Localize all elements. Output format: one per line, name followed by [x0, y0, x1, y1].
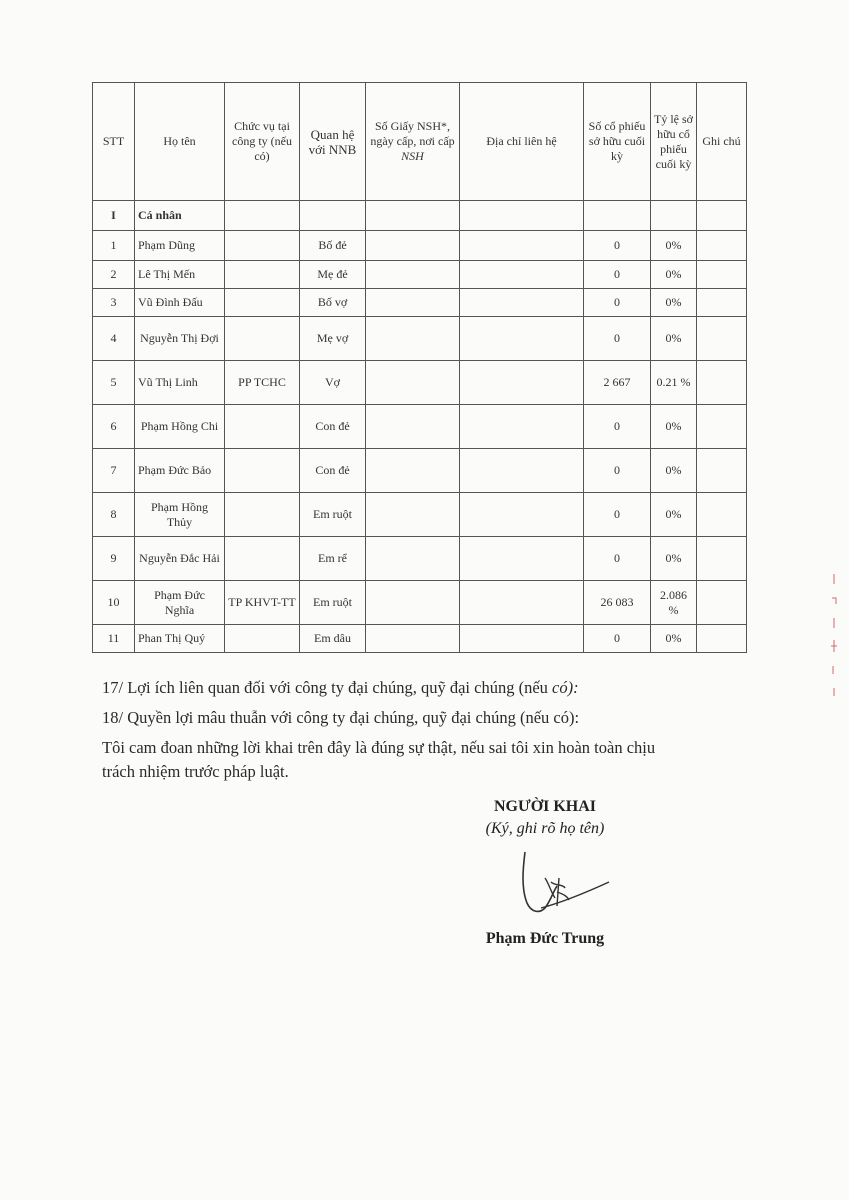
cell-relation: Con đẻ [300, 449, 366, 493]
cell-stt: 3 [93, 289, 135, 317]
table-row [93, 581, 747, 625]
cell-relation: Bố đẻ [300, 231, 366, 261]
cell-id [366, 537, 460, 581]
cell-stt: 5 [93, 361, 135, 405]
cell-note [697, 625, 747, 653]
margin-stamp-marks [828, 570, 840, 710]
cell-relation: Mẹ vợ [300, 317, 366, 361]
item-17-italic: có): [552, 678, 579, 697]
cell-shares: 0 [584, 261, 651, 289]
col-header-relation: Quan hệ với NNB [300, 83, 366, 201]
col-header-id [366, 83, 460, 201]
cell-shares: 2 667 [584, 361, 651, 405]
table-row [93, 361, 747, 405]
cell-relation: Bố vợ [300, 289, 366, 317]
cell-ratio: 2.086 % [651, 581, 697, 625]
cell-name: Phan Thị Quý [135, 625, 225, 653]
cell-shares: 0 [584, 231, 651, 261]
cell-address [460, 361, 584, 405]
cell-address [460, 289, 584, 317]
cell-stt: 8 [93, 493, 135, 537]
cell-note [697, 537, 747, 581]
col-header-stt: STT [93, 83, 135, 201]
signer-title: NGƯỜI KHAI [493, 798, 597, 815]
col-header-name: Họ tên [135, 83, 225, 201]
cell-stt: 4 [93, 317, 135, 361]
cell-relation: Em ruột [300, 581, 366, 625]
cell-position [225, 537, 300, 581]
cell-relation: Em dâu [300, 625, 366, 653]
cell-address [460, 449, 584, 493]
section-row [93, 201, 747, 231]
cell-note [697, 361, 747, 405]
cell-note [697, 231, 747, 261]
col-header-id-italic: NSH [401, 149, 424, 163]
cell-shares: 0 [584, 317, 651, 361]
col-header-note: Ghi chú [697, 83, 747, 201]
cell-ratio: 0% [651, 449, 697, 493]
cell-address [460, 537, 584, 581]
cell-shares: 0 [584, 449, 651, 493]
cell-stt: 7 [93, 449, 135, 493]
cell-note [697, 261, 747, 289]
cell-id [366, 581, 460, 625]
cell-shares: 0 [584, 405, 651, 449]
table-body [93, 201, 747, 653]
section-cell-empty [300, 201, 366, 231]
section-cell-empty [584, 201, 651, 231]
cell-ratio: 0% [651, 261, 697, 289]
cell-note [697, 317, 747, 361]
cell-relation: Vợ [300, 361, 366, 405]
related-persons-table [92, 82, 747, 653]
cell-position [225, 317, 300, 361]
cell-position [225, 231, 300, 261]
cell-ratio: 0% [651, 405, 697, 449]
cell-position [225, 289, 300, 317]
cell-address [460, 625, 584, 653]
cell-id [366, 289, 460, 317]
cell-note [697, 449, 747, 493]
item-17-text: 17/ Lợi ích liên quan đối với công ty đại chúng, quỹ đại chúng (nếu [102, 678, 553, 697]
declaration-line-1: Tôi cam đoan những lời khai trên đây là đúng sự thật, nếu sai tôi xin hoàn toàn chịu [102, 738, 656, 757]
cell-relation: Em ruột [300, 493, 366, 537]
cell-shares: 0 [584, 537, 651, 581]
cell-stt: 11 [93, 625, 135, 653]
declaration-line-2: trách nhiệm trước pháp luật. [102, 762, 289, 781]
cell-ratio: 0% [651, 493, 697, 537]
cell-address [460, 231, 584, 261]
cell-note [697, 581, 747, 625]
cell-shares: 26 083 [584, 581, 651, 625]
cell-position: TP KHVT-TT [225, 581, 300, 625]
cell-position [225, 405, 300, 449]
cell-name: Phạm Dũng [135, 231, 225, 261]
col-header-address: Địa chỉ liên hệ [460, 83, 584, 201]
section-cell-empty [460, 201, 584, 231]
cell-ratio: 0% [651, 317, 697, 361]
cell-name: Nguyễn Thị Đợi [135, 317, 225, 361]
cell-name: Vũ Thị Linh [135, 361, 225, 405]
cell-id [366, 625, 460, 653]
cell-name: Phạm Hồng Thủy [135, 493, 225, 537]
col-header-id-text: Số Giấy NSH*, ngày cấp, nơi cấp [370, 119, 455, 148]
cell-address [460, 493, 584, 537]
cell-position [225, 493, 300, 537]
cell-stt: 9 [93, 537, 135, 581]
cell-position [225, 261, 300, 289]
section-cell-empty [225, 201, 300, 231]
section-cell-empty [697, 201, 747, 231]
cell-stt: 10 [93, 581, 135, 625]
cell-position: PP TCHC [225, 361, 300, 405]
col-header-shares: Số cổ phiếu sở hữu cuối kỳ [584, 83, 651, 201]
cell-id [366, 449, 460, 493]
cell-stt: 2 [93, 261, 135, 289]
table-row [93, 405, 747, 449]
cell-id [366, 317, 460, 361]
cell-name: Phạm Hồng Chi [135, 405, 225, 449]
cell-address [460, 581, 584, 625]
cell-ratio: 0% [651, 537, 697, 581]
cell-relation: Mẹ đẻ [300, 261, 366, 289]
item-18: 18/ Quyền lợi mâu thuẫn với công ty đại chúng, quỹ đại chúng (nếu có): [102, 708, 580, 727]
signer-name: Phạm Đức Trung [485, 930, 605, 947]
cell-stt: 1 [93, 231, 135, 261]
col-header-position: Chức vụ tại công ty (nếu có) [225, 83, 300, 201]
cell-address [460, 405, 584, 449]
table-row [93, 261, 747, 289]
cell-id [366, 261, 460, 289]
cell-id [366, 405, 460, 449]
cell-address [460, 261, 584, 289]
table-row [93, 537, 747, 581]
table-row [93, 231, 747, 261]
table-row [93, 493, 747, 537]
handwritten-signature [505, 848, 615, 923]
cell-ratio: 0% [651, 625, 697, 653]
table-row [93, 449, 747, 493]
cell-name: Nguyễn Đắc Hải [135, 537, 225, 581]
item-17 [102, 678, 579, 698]
cell-name: Phạm Đức Bảo [135, 449, 225, 493]
cell-ratio: 0.21 % [651, 361, 697, 405]
cell-id [366, 493, 460, 537]
cell-note [697, 289, 747, 317]
cell-position [225, 449, 300, 493]
cell-note [697, 493, 747, 537]
table-row [93, 625, 747, 653]
cell-shares: 0 [584, 625, 651, 653]
table-row [93, 317, 747, 361]
cell-stt: 6 [93, 405, 135, 449]
table-header-row [93, 83, 747, 201]
cell-name: Phạm Đức Nghĩa [135, 581, 225, 625]
cell-id [366, 231, 460, 261]
cell-position [225, 625, 300, 653]
cell-relation: Con đẻ [300, 405, 366, 449]
cell-shares: 0 [584, 289, 651, 317]
cell-name: Vũ Đình Đấu [135, 289, 225, 317]
signer-note: (Ký, ghi rõ họ tên) [485, 820, 605, 837]
cell-ratio: 0% [651, 289, 697, 317]
table-row [93, 289, 747, 317]
cell-name: Lê Thị Mến [135, 261, 225, 289]
section-stt: I [93, 201, 135, 231]
section-cell-empty [366, 201, 460, 231]
col-header-ratio: Tỷ lệ sở hữu cổ phiếu cuối kỳ [651, 83, 697, 201]
cell-note [697, 405, 747, 449]
cell-id [366, 361, 460, 405]
cell-address [460, 317, 584, 361]
cell-relation: Em rể [300, 537, 366, 581]
section-label: Cá nhân [135, 201, 225, 231]
cell-ratio: 0% [651, 231, 697, 261]
section-cell-empty [651, 201, 697, 231]
cell-shares: 0 [584, 493, 651, 537]
